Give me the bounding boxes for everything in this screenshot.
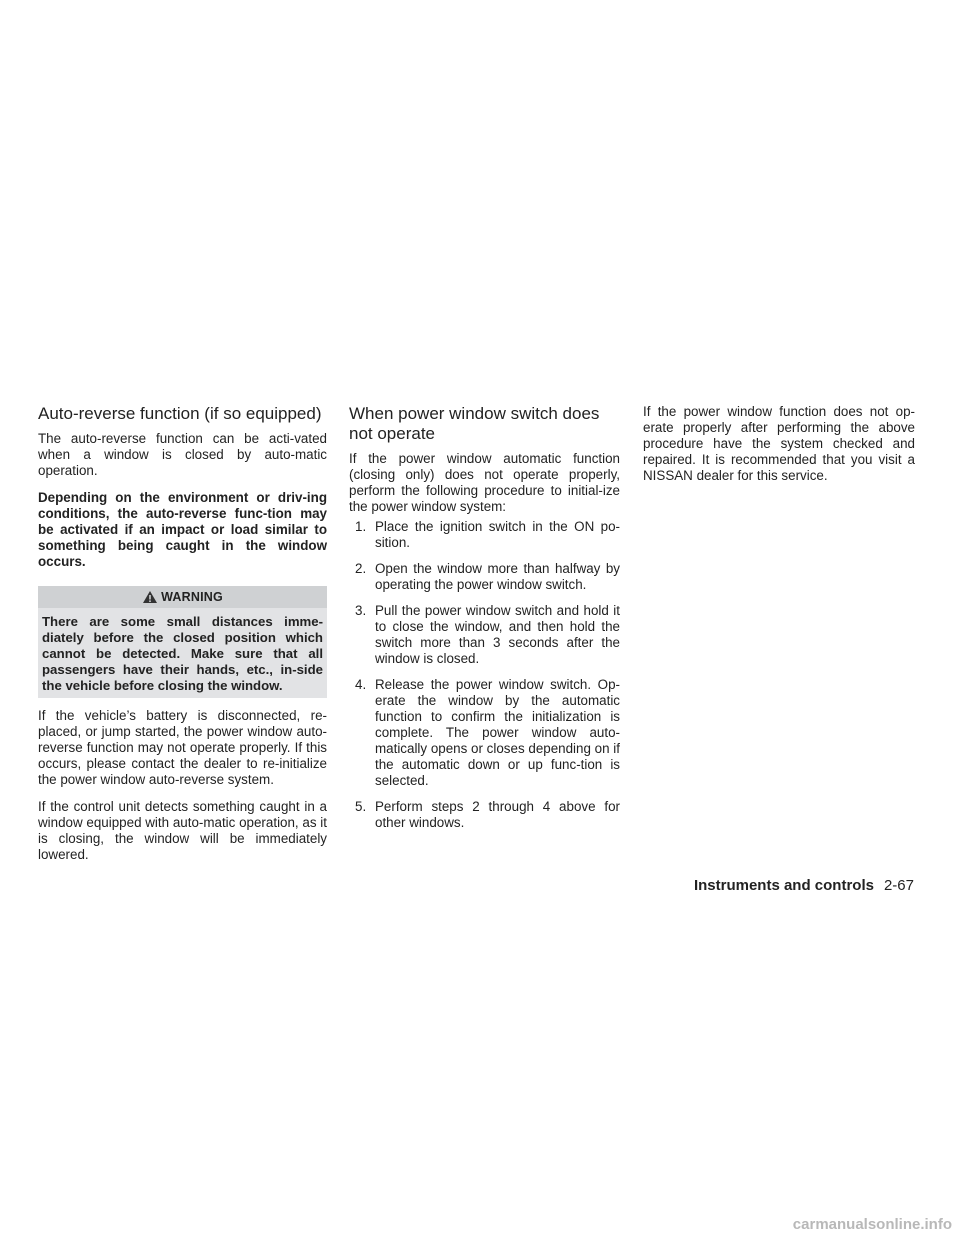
paragraph: The auto-reverse function can be acti-vated when a window is closed by auto-matic operation. xyxy=(38,431,327,478)
list-item: 3. Pull the power window switch and hold it to close the window, and then hold the switch more than 3 seconds after the window is closed. xyxy=(355,603,620,666)
page-footer xyxy=(694,877,914,895)
paragraph: If the control unit detects something caught in a window equipped with auto-matic operation, as it is closing, the window will be immediately lowered. xyxy=(38,799,327,862)
list-item: 1. Place the ignition switch in the ON po-sition. xyxy=(355,519,620,550)
warning-label: WARNING xyxy=(161,590,223,604)
column-left xyxy=(38,404,327,874)
bold-paragraph: Depending on the environment or driv-ing conditions, the auto-reverse func-tion may be activated if an impact or load similar to something being caught in the window occurs. xyxy=(38,490,327,569)
footer-section-title: Instruments and controls xyxy=(693,877,874,894)
paragraph: If the vehicle’s battery is disconnected, re-placed, or jump started, the power window auto-reverse function may not operate properly. If this occurs, please contact the dealer to re-initialize the power window auto-reverse system. xyxy=(38,708,327,787)
warning-triangle-icon xyxy=(142,590,158,604)
paragraph: If the power window function does not op-erate properly after performing the above procedure have the system checked and repaired. It is recommended that you visit a NISSAN dealer for this service. xyxy=(643,404,915,483)
watermark: carmanualsonline.info xyxy=(792,1216,952,1233)
column-right xyxy=(643,404,915,495)
warning-header xyxy=(38,586,327,608)
warning-box xyxy=(38,586,327,698)
section-heading-switch-not-operate: When power window switch does not operate xyxy=(349,404,600,443)
page-number: 2-67 xyxy=(883,877,914,894)
list-item: 5. Perform steps 2 through 4 above for other windows. xyxy=(355,799,620,830)
list-item: 2. Open the window more than halfway by operating the power window switch. xyxy=(355,561,620,592)
section-heading-auto-reverse: Auto-reverse function (if so equipped) xyxy=(38,404,322,423)
list-item: 4. Release the power window switch. Op-erate the window by the automatic function to confirm the initialization is complete. The power window auto-matically opens or closes depending on if the automatic down or up func-tion is selected. xyxy=(355,677,620,788)
procedure-steps xyxy=(349,519,620,831)
paragraph: If the power window automatic function (closing only) does not operate properly, perform the following procedure to initial-ize the power window system: xyxy=(349,451,620,514)
warning-text: There are some small distances imme-diately before the closed position which cannot be detected. Make sure that all passengers have their hands, etc., in-side the vehicle before closing the window. xyxy=(42,614,323,693)
column-middle xyxy=(349,404,620,841)
